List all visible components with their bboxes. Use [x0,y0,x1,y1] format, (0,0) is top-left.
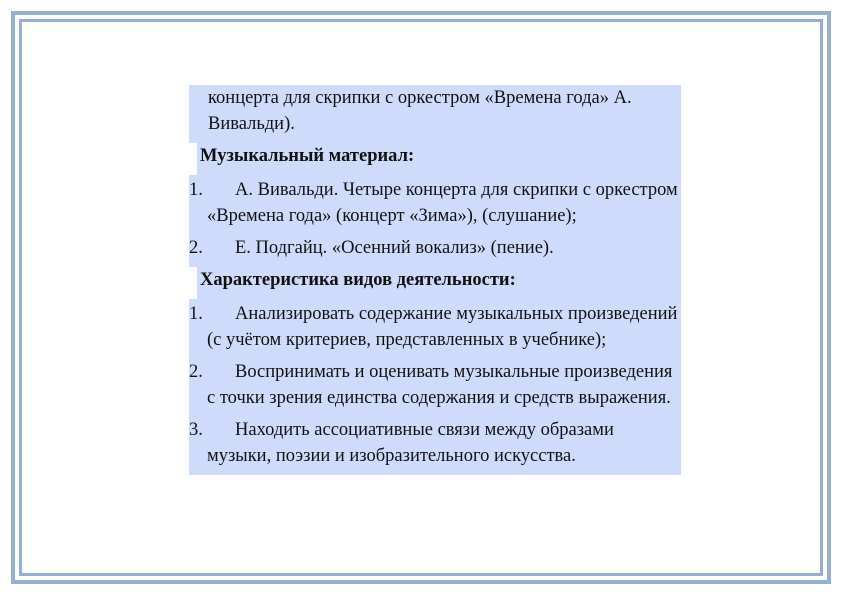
list-item-text: Е. Подгайц. «Осенний вокализ» (пение). [235,238,554,258]
material-heading [189,143,681,175]
list-item [189,301,681,359]
activity-heading-text: Характеристика видов деятельности: [200,270,516,290]
slide-text-body [189,85,681,475]
list-item-text: А. Вивальди. Четыре концерта для скрипки с оркестром «Времена года» (концерт «Зима»), (слушание); [207,180,678,226]
list-item-text: Анализировать содержание музыкальных произведений (с учётом критериев, представленных в учебнике); [207,304,678,350]
list-item [189,359,681,417]
material-heading-text: Музыкальный материал: [200,146,415,166]
list-item [189,235,681,267]
list-item [189,177,681,235]
list-number: 2. [189,362,203,382]
list-item [189,417,681,475]
list-number: 1. [189,304,203,324]
list-number: 2. [189,238,203,258]
list-number: 3. [189,420,203,440]
list-number: 1. [189,180,203,200]
list-item-text: Находить ассоциативные связи между образами музыки, поэзии и изобразительного искусства. [207,420,614,466]
continuation-paragraph [189,85,681,143]
continuation-text: концерта для скрипки с оркестром «Времена года» А. Вивальди). [208,88,632,134]
activity-heading [189,267,681,299]
list-item-text: Воспринимать и оценивать музыкальные произведения с точки зрения единства содержания и средств выражения. [207,362,673,408]
